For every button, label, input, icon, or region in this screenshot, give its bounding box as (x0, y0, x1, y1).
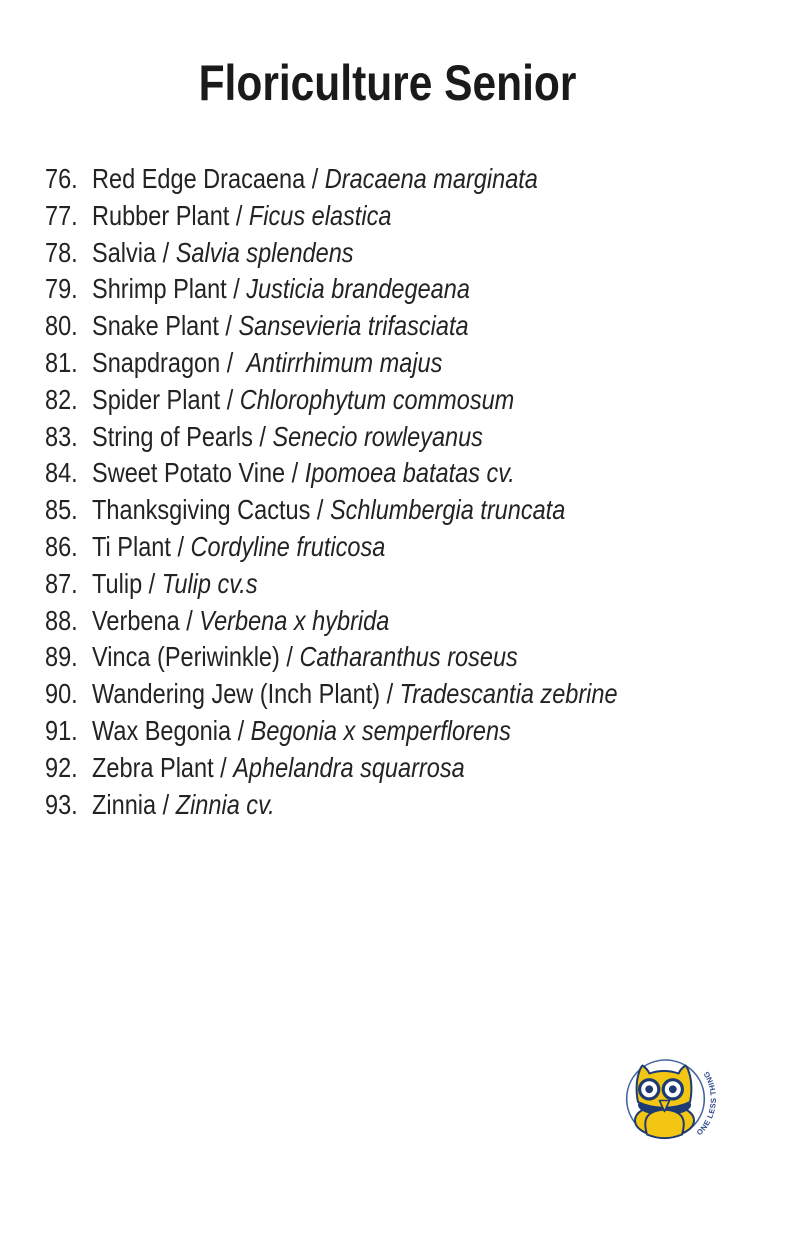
plant-scientific-name: Zinnia cv. (175, 788, 275, 820)
name-separator: / (156, 236, 176, 268)
plant-entry (92, 200, 391, 231)
plant-common-name: Sweet Potato Vine (92, 457, 286, 489)
plant-list-item (45, 455, 800, 492)
plant-scientific-name: Verbena x hybrida (199, 604, 390, 636)
plant-common-name: Ti Plant (92, 530, 171, 562)
plant-scientific-name: Cordyline fruticosa (190, 530, 386, 562)
plant-scientific-name: Chlorophytum commosum (239, 383, 515, 415)
plant-number: 80. (45, 310, 78, 342)
plant-list-item (45, 639, 800, 676)
owl-pupil-right (669, 1085, 677, 1093)
plant-list-item (45, 713, 800, 750)
plant-scientific-name: Dracaena marginata (324, 163, 538, 194)
plant-entry (92, 641, 518, 672)
plant-common-name: Snake Plant (92, 310, 219, 342)
name-separator: / (279, 641, 300, 673)
plant-common-name: Thanksgiving Cactus (92, 494, 311, 526)
plant-number: 91. (45, 714, 78, 746)
name-separator: / (231, 714, 251, 746)
name-separator: / (310, 494, 330, 526)
owl-icon (635, 1066, 694, 1139)
name-separator: / (252, 420, 273, 452)
plant-list (45, 161, 800, 823)
plant-list-item (45, 603, 800, 640)
plant-number: 81. (45, 346, 78, 378)
plant-entry (92, 494, 565, 525)
name-separator: / (142, 567, 162, 599)
name-separator: / (285, 457, 305, 489)
name-separator: / (220, 346, 247, 378)
plant-scientific-name: Sansevieria trifasciata (238, 310, 469, 342)
plant-scientific-name: Begonia x semperflorens (250, 714, 511, 746)
name-separator: / (218, 310, 239, 342)
plant-common-name: Zebra Plant (92, 751, 214, 783)
owl-belly (645, 1110, 684, 1139)
plant-list-item (45, 750, 800, 787)
plant-number: 87. (45, 567, 78, 599)
plant-list-item (45, 529, 800, 566)
plant-entry (92, 752, 465, 783)
plant-scientific-name: Ficus elastica (248, 199, 392, 231)
plant-entry (92, 237, 354, 268)
owl-logo-graphic (610, 1045, 730, 1165)
plant-number: 86. (45, 530, 78, 562)
plant-number: 92. (45, 751, 78, 783)
name-separator: / (179, 604, 200, 636)
plant-entry (92, 384, 514, 415)
plant-number: 78. (45, 236, 78, 268)
plant-list-item (45, 566, 800, 603)
plant-scientific-name: Senecio rowleyanus (272, 420, 483, 452)
plant-common-name: Vinca (Periwinkle) (92, 641, 280, 673)
plant-common-name: Wandering Jew (Inch Plant) (92, 678, 381, 710)
plant-scientific-name: Salvia splendens (175, 236, 354, 268)
plant-scientific-name: Tulip cv.s (161, 567, 258, 599)
name-separator: / (220, 383, 240, 415)
plant-common-name: Snapdragon (92, 346, 221, 378)
plant-list-item (45, 787, 800, 824)
plant-scientific-name: Catharanthus roseus (299, 641, 518, 673)
plant-common-name: Zinnia (92, 788, 157, 820)
plant-scientific-name: Justicia brandegeana (246, 273, 470, 305)
plant-scientific-name: Ipomoea batatas cv. (304, 457, 515, 489)
plant-number: 89. (45, 641, 78, 673)
plant-number: 82. (45, 383, 78, 415)
plant-list-item (45, 161, 800, 198)
name-separator: / (156, 788, 176, 820)
plant-common-name: Verbena (92, 604, 180, 636)
plant-list-item (45, 308, 800, 345)
plant-entry (92, 715, 511, 746)
plant-common-name: Salvia (92, 236, 157, 268)
plant-number: 85. (45, 494, 78, 526)
plant-entry (92, 605, 389, 636)
plant-scientific-name: Aphelandra squarrosa (233, 751, 465, 783)
plant-number: 88. (45, 604, 78, 636)
plant-list-item (45, 345, 800, 382)
logo-arc-text: ONE LESS THING (694, 1069, 719, 1138)
plant-entry (92, 457, 515, 488)
plant-list-item (45, 419, 800, 456)
name-separator: / (226, 273, 247, 305)
plant-list-item (45, 198, 800, 235)
plant-number: 76. (45, 163, 78, 194)
plant-entry (92, 789, 275, 820)
plant-number: 93. (45, 788, 78, 820)
plant-number: 84. (45, 457, 78, 489)
plant-common-name: Spider Plant (92, 383, 221, 415)
plant-list-item (45, 382, 800, 419)
plant-list-item (45, 492, 800, 529)
plant-common-name: Shrimp Plant (92, 273, 227, 305)
plant-list-item (45, 676, 800, 713)
name-separator: / (170, 530, 191, 562)
plant-list-item (45, 235, 800, 272)
plant-number: 83. (45, 420, 78, 452)
name-separator: / (305, 163, 325, 194)
plant-entry (92, 163, 538, 194)
page-header (0, 55, 800, 111)
plant-common-name: Wax Begonia (92, 714, 232, 746)
plant-common-name: Red Edge Dracaena (92, 163, 306, 194)
name-separator: / (380, 678, 400, 710)
owl-pupil-left (645, 1085, 653, 1093)
plant-number: 79. (45, 273, 78, 305)
plant-entry (92, 310, 469, 341)
plant-entry (92, 273, 470, 304)
plant-entry (92, 347, 442, 378)
page-title: Floriculture Senior (198, 55, 577, 111)
plant-scientific-name: Tradescantia zebrine (399, 678, 618, 710)
plant-entry (92, 531, 385, 562)
plant-entry (92, 568, 258, 599)
plant-common-name: String of Pearls (92, 420, 253, 452)
plant-number: 90. (45, 678, 78, 710)
one-less-thing-logo (610, 1045, 730, 1165)
plant-entry (92, 678, 618, 709)
plant-scientific-name: Antirrhimum majus (246, 346, 443, 378)
plant-list-item (45, 271, 800, 308)
plant-common-name: Rubber Plant (92, 199, 230, 231)
plant-entry (92, 421, 483, 452)
plant-scientific-name: Schlumbergia truncata (329, 494, 566, 526)
name-separator: / (213, 751, 234, 783)
name-separator: / (229, 199, 249, 231)
plant-common-name: Tulip (92, 567, 143, 599)
plant-number: 77. (45, 199, 78, 231)
